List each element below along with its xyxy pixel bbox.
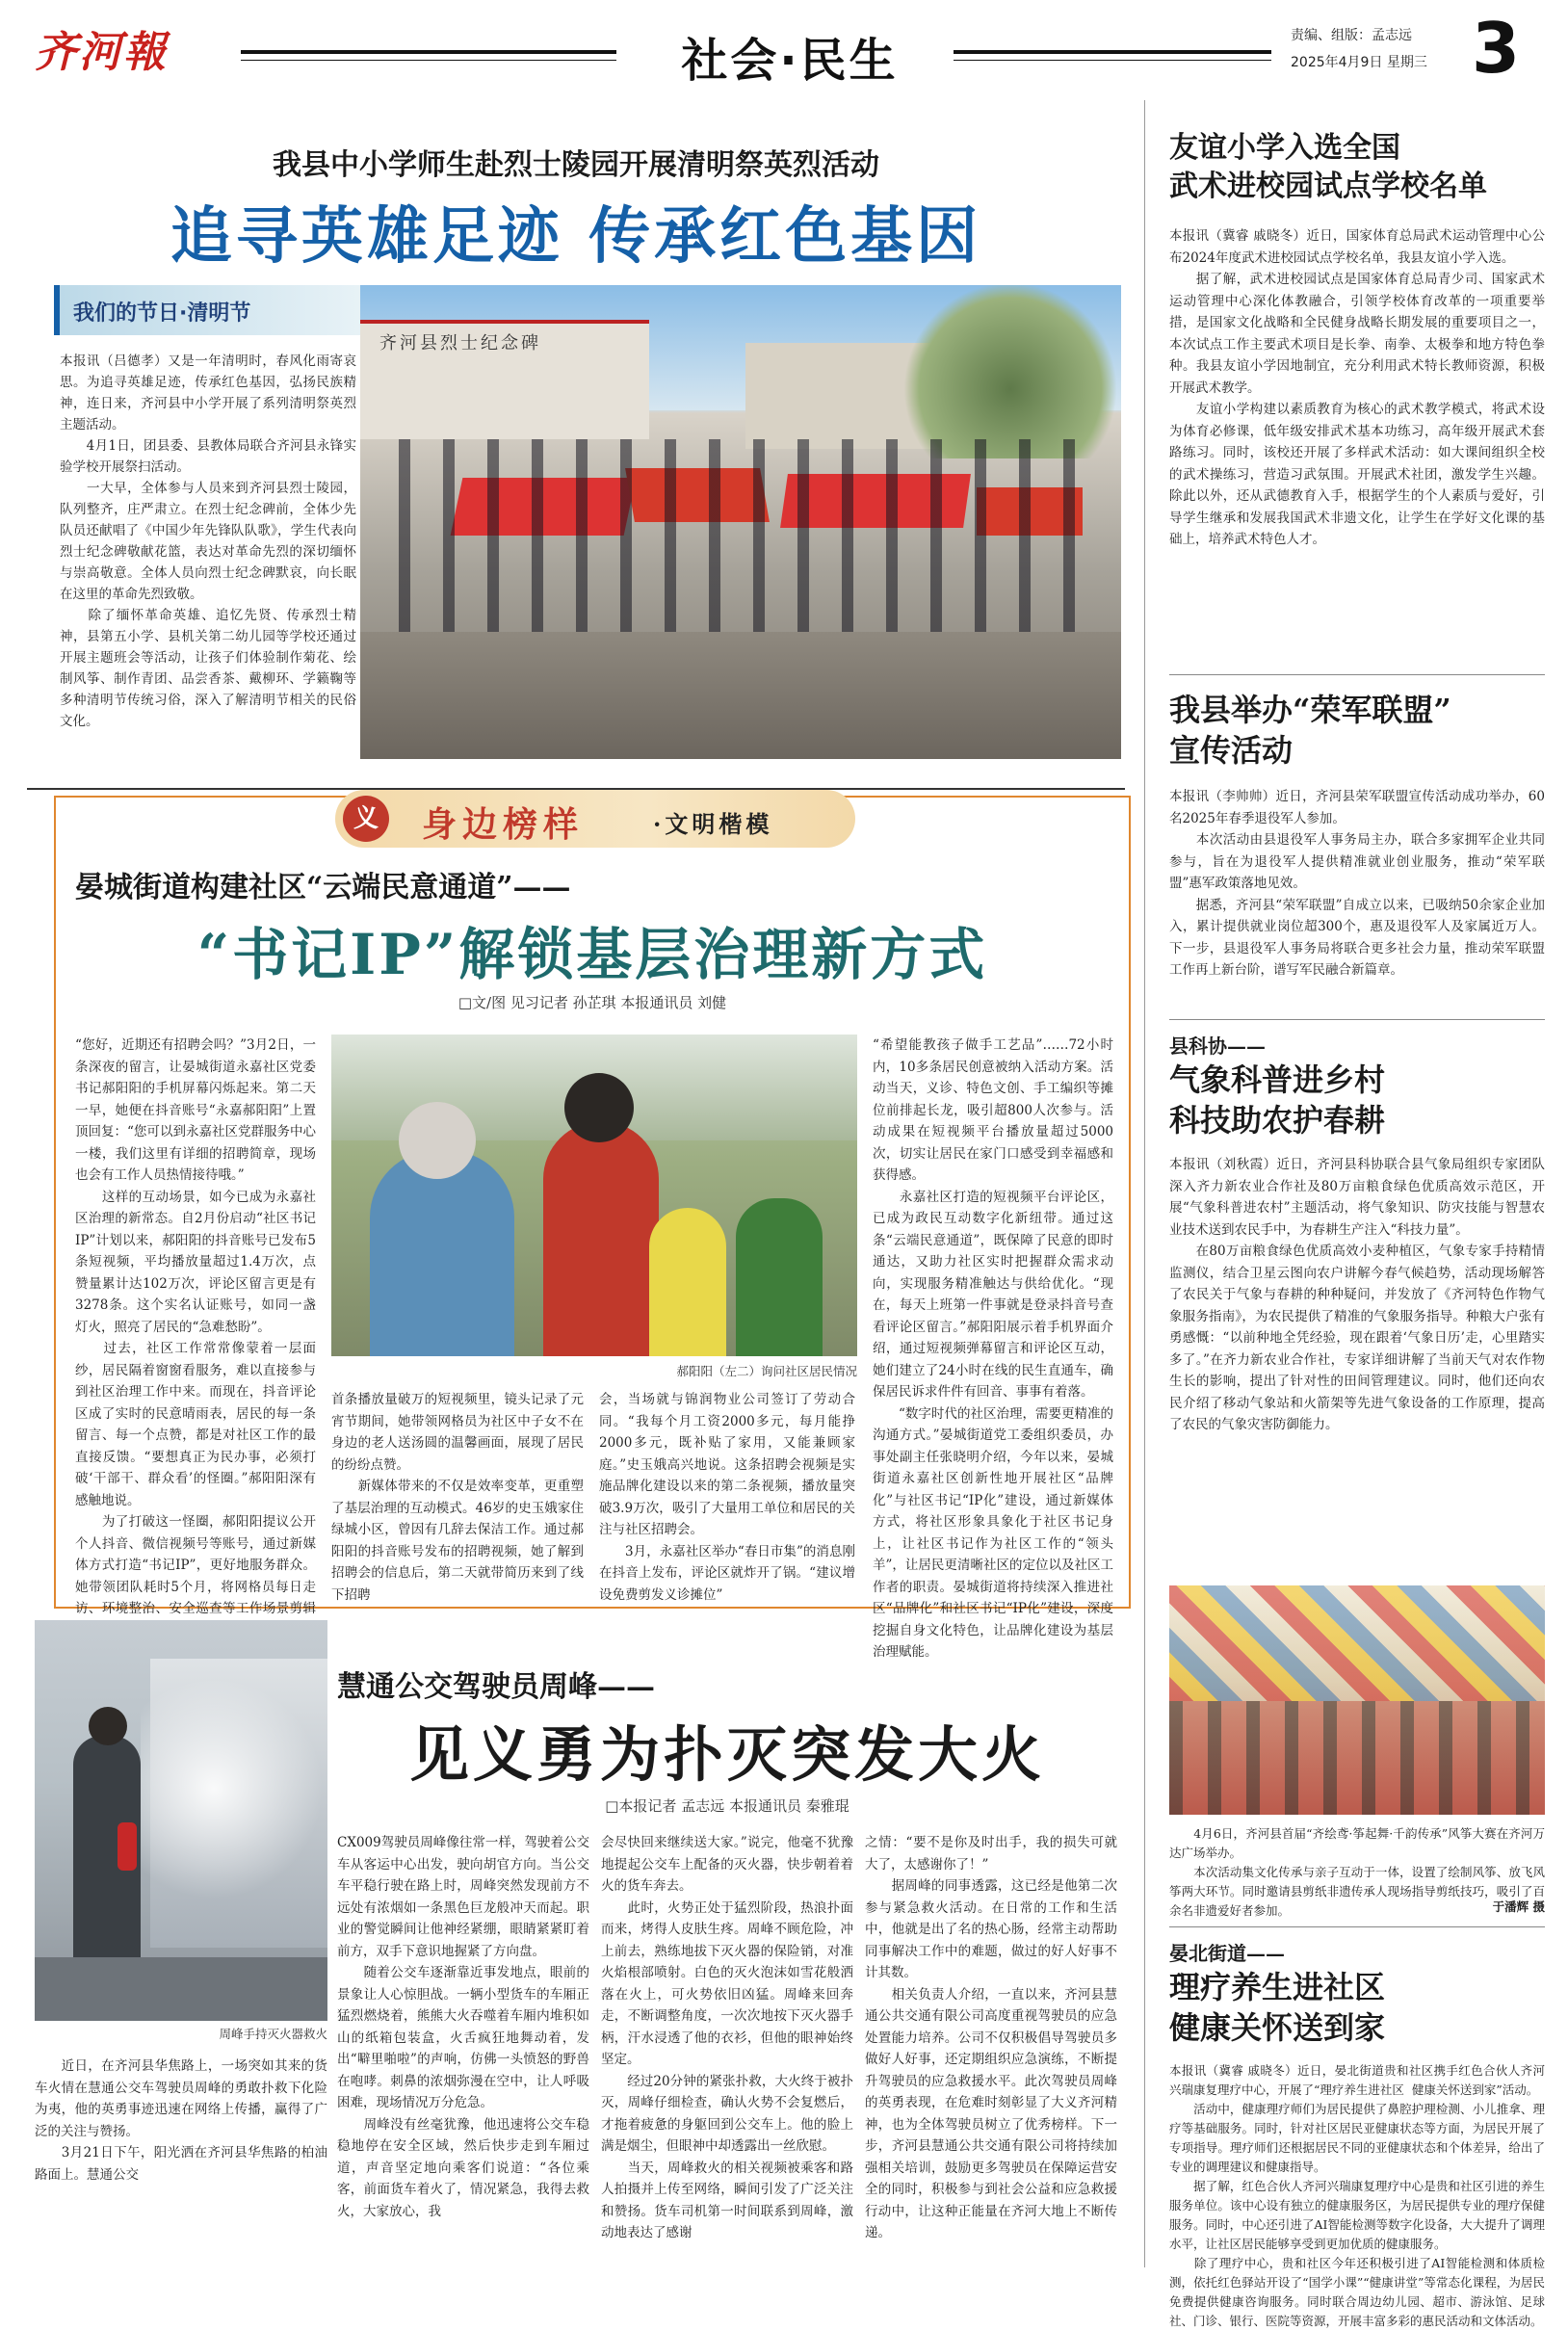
- firefighting-photo: [35, 1620, 327, 2021]
- side1-body: 本报讯（冀睿 戚晓冬）近日，国家体育总局武术运动管理中心公布2024年度武术进校园试点学校名单，我县友谊小学入选。 据了解，武术进校园试点是国家体育总局青少司、国家武术运动管理中心深化体教融合，引领学校体育改革的一项重要举措，是国家文化战略和全民健身战略长期发展的重要项目之一，本次试点工作主要武术项目是长拳、南拳、太极拳和地方特色拳种。我县友谊小学因地制宜，充分利用武术特长教师资源，积极开展武术教学。 友谊小学构建以素质教育为核心的武术教学模式，将武术设为体育必修课，低年级安排武术基本功练习，高年级开展武术套路练习。同时，该校还开展了多样武术活动：如大课间组织全校的武术操练习，营造习武氛围。开展武术社团，激发学生兴趣。除此以外，还从武德教育入手，根据学生的个人素质与爱好，引导学生继承和发展我国武术非遗文化，让学生在学好文化课的基础上，培养武术特色人才。: [1169, 228, 1545, 547]
- masthead: [0, 0, 1568, 92]
- feature-col-4: “希望能教孩子做手工艺品”……72小时内，10多条居民创意被纳入活动方案。活动当天，义诊、特色文创、手工编织等摊位前排起长龙，吸引超800人次参与。活动成果在短视频平台播放量超过5000次，切实让居民在家门口感受到幸福感和获得感。 永嘉社区打造的短视频平台评论区，已成为政民互动数字化新纽带。通过这条“云端民意通道”，既保障了民意的即时通达，又助力社区实时把握群众需求动向，实现服务精准触达与供给优化。“现在，每天上班第一件事就是登录抖音号查看评论区留言。”郝阳阳展示着手机界面介绍，通过短视频弹幕留言和评论区互动，她们建立了24小时在线的民生直通车，确保居民诉求件件有回音、事事有着落。 “数字时代的社区治理，需要更精准的沟通方式。”晏城街道党工委组织委员，办事处副主任张晓明介绍，今年以来，晏城街道永嘉社区创新性地开展社区“品牌化”与社区书记“IP化”建设，通过新媒体方式，将社区形象具象化于社区书记身上，让社区书记作为社区工作的“领头羊”，让居民更清晰社区的定位以及社区工作者的职责。晏城街道将持续深入推进社区“品牌化”和社区书记“IP化”建设，深度挖掘自身文化特色，让品牌化建设为基层治理赋能。: [873, 1037, 1113, 1660]
- newspaper-logo: 齐河報: [35, 28, 168, 77]
- hero-col-3: 会尽快回来继续送大家。”说完，他毫不犹豫地提起公交车上配备的灭火器，快步朝着着火的货车奔去。 此时，火势正处于猛烈阶段，热浪扑面而来，烤得人皮肤生疼。周峰不顾危险，冲上前去，熟练地拔下灭火器的保险销，对准火焰根部喷射。白色的灭火泡沫如雪花般洒落在火上，可火势依旧凶猛。周峰来回奔走，不断调整角度，一次次地按下灭火器手柄，汗水浸透了他的衣衫，但他的眼神始终坚定。 经过20分钟的紧张扑救，大火终于被扑灭，周峰仔细检查，确认火势不会复燃后，才拖着疲惫的身躯回到公交车上。他的脸上满是烟尘，但眼神中却透露出一丝欣慰。 当天，周峰救火的相关视频被乘客和路人拍摄并上传至网络，瞬间引发了广泛关注和赞扬。货车司机第一时间联系到周峰，激动地表达了感谢: [601, 1835, 853, 2240]
- section-title: 社会·民生: [681, 34, 899, 88]
- side-divider-3: [1169, 1926, 1545, 1927]
- civility-badge-icon: 义: [343, 796, 389, 842]
- festival-tag-label: 我们的节日·清明节: [73, 301, 251, 326]
- hero-headline: 见义勇为扑灭突发大火: [408, 1719, 1045, 1790]
- feature-frame: [54, 796, 1131, 1660]
- feature-col-1: “您好，近期还有招聘会吗？”3月2日，一条深夜的留言，让晏城街道永嘉社区党委书记郝阳阳的手机屏幕闪烁起来。第二天一早，她便在抖音账号“永嘉郝阳阳”上置顶回复：“您可以到永嘉社区党群服务中心一楼，我们这里有详细的招聘简章，现场也会有工作人员热情接待哦。” 这样的互动场景，如今已成为永嘉社区治理的新常态。自2月份启动“社区书记IP”计划以来，郝阳阳的抖音账号已发布5条短视频，平均播放量超过1.4万次，点赞量累计达102万次，评论区留言更是有3278条。这个实名认证账号，如同一盏灯火，照亮了居民的“急难愁盼”。 过去，社区工作常常像蒙着一层面纱，居民隔着窗窗看服务，难以直接参与到社区治理工作中来。而现在，抖音评论区成了实时的民意晴雨表，居民的每一条留言、每一个点赞，都是对社区工作的最直接反馈。“要想真正为民办事，必须打破‘干部干、群众看’的怪圈。”郝阳阳深有感触地说。 为了打破这一怪圈，郝阳阳提议公开个人抖音、微信视频号等账号，通过新媒体方式打造“书记IP”，更好地服务群众。她带领团队耗时5个月，将网格员每日走访、环境整治、安全巡查等工作场景剪辑: [75, 1037, 316, 1616]
- editor-credit: 责编、组版：孟志远: [1291, 28, 1412, 43]
- masthead-rule-right: [954, 50, 1271, 54]
- sidebar-divider: [1144, 100, 1145, 2267]
- feature-headline: “书记IP”解锁基层治理新方式: [196, 922, 988, 987]
- sidebar: [1156, 100, 1545, 2328]
- feature-kicker: 晏城街道构建社区“云端民意通道”——: [75, 871, 571, 904]
- kite-festival-photo: [1169, 1585, 1545, 1815]
- side2-headline: 我县举办“荣军联盟” 宣传活动: [1169, 692, 1451, 769]
- masthead-rule-left-thin: [241, 60, 616, 61]
- festival-tag: [54, 285, 372, 335]
- hero-kicker: 慧通公交驾驶员周峰——: [337, 1670, 655, 1704]
- side2-body: 本报讯（李帅帅）近日，齐河县荣军联盟宣传活动成功举办，60名2025年春季退役军人参加。 本次活动由县退役军人事务局主办，联合多家拥军企业共同参与，旨在为退役军人提供精准就业创业服务，推动“荣军联盟”惠军政策落地见效。 据悉，齐河县“荣军联盟”自成立以来，已吸纳50余家企业加入，累计提供就业岗位超300个，惠及退役军人及家属近万人。下一步，县退役军人事务局将联合更多社会力量，推动荣军联盟工作再上新台阶，谱写军民融合新篇章。: [1169, 789, 1545, 978]
- side3-kicker: 县科协——: [1169, 1035, 1266, 1058]
- side3-body: 本报讯（刘秋霞）近日，齐河县科协联合县气象局组织专家团队深入齐力新农业合作社及80万亩粮食绿色优质高效示范区，开展“气象科普进农村”主题活动，将气象知识、防灾技能与智慧农业技术送到农民手中，为春耕生产注入“科技力量”。 在80万亩粮食绿色优质高效小麦种植区，气象专家手持精情监测仪，结合卫星云图向农户讲解今春气候趋势，活动现场解答了农民关于气象与春耕的种种疑问，并发放了《齐河特色作物气象服务指南》，为农民提供了精准的气象服务指导。种粮大户张有勇感慨：“以前种地全凭经验，现在跟着‘气象日历’走，心里踏实多了。”在齐力新农业合作社，专家详细讲解了当前天气对农作物生长的影响，提出了针对性的田间管理建议。同时，他们还向农民介绍了移动气象站和火箭架等先进气象设备的工作原理，提高了农民的气象灾害防御能力。: [1169, 1157, 1545, 1432]
- side-divider-1: [1169, 674, 1545, 675]
- feature-photo-caption: 郝阳阳（左二）询问社区居民情况: [676, 1364, 857, 1378]
- hero-col-2: CX009驾驶员周峰像往常一样，驾驶着公交车从客运中心出发，驶向胡官方向。当公交车平稳行驶在路上时，周峰突然发现前方不远处有浓烟如一条黑色巨龙般冲天而起。职业的警觉瞬间让他神经紧绷，眼睛紧紧盯着前方，双手下意识地握紧了方向盘。 随着公交车逐渐靠近事发地点，眼前的景象让人心惊胆战。一辆小型货车的车厢正猛烈燃烧着，熊熊大火吞噬着车厢内堆积如山的纸箱包装盒，火舌疯狂地舞动着，发出“噼里啪啦”的声响，仿佛一头愤怒的野兽在咆哮。刺鼻的浓烟弥漫在空中，让人呼吸困难，现场情况万分危急。 周峰没有丝毫犹豫，他迅速将公交车稳稳地停在安全区域，然后快步走到车厢过道，声音坚定地向乘客们说道：“各位乘客，前面货车着火了，情况紧急，我得去救火，大家放心，我: [337, 1835, 589, 2219]
- hero-photo-caption: 周峰手持灭火器救火: [219, 2027, 327, 2041]
- side1-headline: 友谊小学入选全国 武术进校园试点学校名单: [1169, 131, 1487, 203]
- article-body: 本报讯（吕德孝）又是一年清明时，春风化雨寄哀思。为追寻英雄足迹，传承红色基因，弘扬民族精神，连日来，齐河县中小学开展了系列清明祭英烈主题活动。 4月1日，团县委、县教体局联合齐河县永锋实验学校开展祭扫活动。 一大早，全体参与人员来到齐河县烈士陵园，队列整齐，庄严肃立。在烈士纪念碑前，全体少先队员还献唱了《中国少年先锋队队歌》，学生代表向烈士纪念碑敬献花篮，表达对革命先烈的深切缅怀与崇高敬意。全体人员向烈士纪念碑默哀，向长眠在这里的革命先烈致敬。 除了缅怀革命英雄、追忆先贤、传承烈士精神，县第五小学、县机关第二幼儿园等学校还通过开展主题班会等活动，让孩子们体验制作菊花、绘制风筝、制作青团、品尝香茶、戴柳环、学籁鞠等多种清明节传统习俗，深入了解清明节相关的民俗文化。: [60, 354, 356, 729]
- page-number: 3: [1472, 8, 1521, 89]
- feature-col-2: 首条播放量破万的短视频里，镜头记录了元宵节期间，她带领网格员为社区中子女不在身边的老人送汤圆的温馨画面，展现了居民的纷纷点赞。 新媒体带来的不仅是效率变革，更重塑了基层治理的互动模式。46岁的史玉娥家住绿城小区，曾因有几辞去保洁工作。通过郝阳阳的抖音账号发布的招聘视频，她了解到招聘会的信息后，第二天就带简历来到了线下招聘: [331, 1392, 584, 1603]
- role-model-banner: [335, 790, 855, 848]
- side4-kicker: 晏北街道——: [1169, 1942, 1285, 1965]
- hero-col-1: 近日，在齐河县华焦路上，一场突如其来的货车火情在慧通公交车驾驶员周峰的勇敢扑救下化险为夷，他的英勇事迹迅速在网络上传播，赢得了广泛的关注与赞扬。 3月21日下午，阳光洒在齐河县华焦路的柏油路面上。慧通公交: [35, 2058, 327, 2183]
- side4-headline: 理疗养生进社区 健康关怀送到家: [1169, 1969, 1386, 2046]
- memorial-ceremony-photo: [360, 285, 1121, 759]
- hero-article: [27, 1614, 1125, 2279]
- banner-title: 身边榜样: [422, 805, 585, 845]
- kite-photo-caption: 4月6日，齐河县首届“齐绘鸢·筝起舞·千韵传承”风筝大赛在齐河万达广场举办。 本次活动集文化传承与亲子互动于一体，设置了绘制风筝、放飞风筝两大环节。同时邀请县剪纸非遗传承人现场指导剪纸技巧，吸引了百余名非遗爱好者参加。: [1169, 1826, 1545, 1918]
- side4-body: 本报讯（冀睿 戚晓冬）近日，晏北街道贵和社区携手红色合伙人齐河兴瑞康复理疗中心，开展了“理疗养生进社区 健康关怀送到家”活动。 活动中，健康理疗师们为居民提供了鼻腔护理检测、小儿推拿、理疗等基础服务。同时，针对社区居民亚健康状态等方面，为居民开展了专项指导。理疗师们还根据居民不同的亚健康状态和个体差异，给出了专业的调理建议和健康指导。 据了解，红色合伙人齐河兴瑞康复理疗中心是贵和社区引进的养生服务单位。该中心设有独立的健康服务区，为居民提供专业的理疗保健服务。同时，中心还引进了AI智能检测等数字化设备，大大提升了调理水平，让社区居民能够享受到更加优质的健康服务。 除了理疗中心，贵和社区今年还积极引进了AI智能检测和体质检测，依托红色驿站开设了“国学小课”“健康讲堂”等常态化课程，为居民免费提供健康咨询服务。同时联合周边幼儿园、超市、游泳馆、足球社、门诊、银行、医院等资源，开展丰富多彩的惠民活动和文体活动。: [1169, 2063, 1545, 2328]
- side3-headline: 气象科普进乡村 科技助农护春耕: [1169, 1061, 1386, 1139]
- side-divider-2: [1169, 1019, 1545, 1020]
- masthead-rule-right-thin: [954, 60, 1271, 61]
- hero-byline: □本报记者 孟志远 本报通讯员 秦雅琨: [605, 1797, 849, 1815]
- top-article: [27, 100, 1125, 774]
- feature-byline: □文/图 见习记者 孙芷琪 本报通讯员 刘健: [457, 994, 727, 1011]
- issue-date: 2025年4月9日 星期三: [1291, 55, 1427, 70]
- memorial-banner-text: 齐河县烈士纪念碑: [379, 333, 541, 354]
- article-kicker: 我县中小学师生赴烈士陵园开展清明祭英烈活动: [273, 148, 879, 182]
- banner-subtitle: ·文明楷模: [653, 810, 773, 838]
- article-headline: 追寻英雄足迹 传承红色基因: [170, 201, 982, 273]
- hero-col-4: 之情：“要不是你及时出手，我的损失可就大了，太感谢你了！” 据周峰的同事透露，这已经是他第二次参与紧急救火活动。在日常的工作和生活中，他就是出了名的热心肠，经常主动帮助同事解决工作中的难题，做过的好人好事不计其数。 相关负责人介绍，一直以来，齐河县慧通公共交通有限公司高度重视驾驶员的应急处置能力培养。公司不仅积极倡导驾驶员多做好人好事，还定期组织应急演练，不断提升驾驶员的应急救援水平。此次驾驶员周峰的英勇表现，在危难时刻彰显了大义齐河精神，也为全体驾驶员树立了优秀榜样。下一步，齐河县慧通公共交通有限公司将持续加强相关培训，鼓励更多驾驶员在保障运营安全的同时，积极参与到社会公益和应急救援行动中，让这种正能量在齐河大地上不断传递。: [865, 1835, 1117, 2240]
- feature-col-3: 会，当场就与锦润物业公司签订了劳动合同。“我每个月工资2000多元，每月能挣2000多元，既补贴了家用，又能兼顾家庭。”史玉娥高兴地说。这条招聘会视频是实施品牌化建设以来的第二条视频，播放量突破3.9万次，吸引了大量用工单位和居民的关注与社区招聘会。 3月，永嘉社区举办“春日市集”的消息刚在抖音上发布，评论区就炸开了锅。“建议增设免费剪发义诊摊位”: [599, 1392, 855, 1603]
- community-visit-photo: [331, 1035, 857, 1356]
- kite-photo-credit: 于潘辉 摄: [1492, 1899, 1545, 1914]
- masthead-rule-left: [241, 50, 616, 54]
